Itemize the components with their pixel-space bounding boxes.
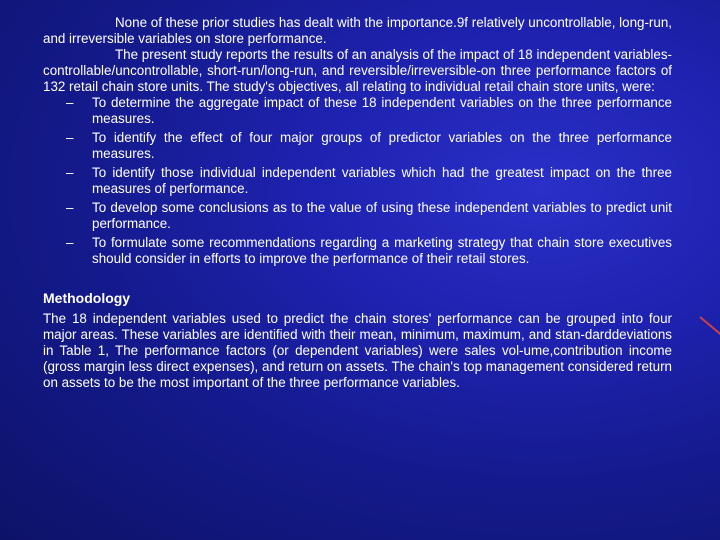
intro-paragraph-2: The present study reports the results of an analysis of the impact of 18 independent variables-controllable/uncontrollable, short-run/long-run, and reversible/irreversible-on three performance factors of 132 retail chain store units. The study's objectives, all relating to individual retail chain store units, were: xyxy=(43,47,672,94)
list-item xyxy=(43,95,672,127)
decorative-streak xyxy=(699,316,720,337)
objectives-list xyxy=(43,95,672,267)
dash-bullet: – xyxy=(66,235,74,250)
intro-paragraph-1: None of these prior studies has dealt with the importance.9f relatively uncontrollable, long-run, and irreversible variables on store performance. xyxy=(43,15,672,46)
dash-bullet: – xyxy=(66,130,74,145)
dash-bullet: – xyxy=(66,165,74,180)
list-item xyxy=(43,235,672,267)
objective-text: To identify the effect of four major groups of predictor variables on the three performance measures. xyxy=(92,130,672,161)
objective-text: To formulate some recommendations regarding a marketing strategy that chain store executives should consider in efforts to improve the performance of their retail stores. xyxy=(92,235,672,266)
dash-bullet: – xyxy=(66,95,74,110)
list-item xyxy=(43,130,672,162)
list-item xyxy=(43,200,672,232)
dash-bullet: – xyxy=(66,200,74,215)
objective-text: To identify those individual independent variables which had the greatest impact on the three measures of performance. xyxy=(92,165,672,196)
methodology-paragraph: The 18 independent variables used to predict the chain stores' performance can be grouped into four major areas. These variables are identified with their mean, minimum, maximum, and stan-darddeviations in Table 1, The performance factors (or dependent variables) were sales vol-ume,contribution income (gross margin less direct expenses), and return on assets. The chain's top management considered return on assets to be the most important of the three performance variables. xyxy=(43,311,672,390)
objective-text: To develop some conclusions as to the value of using these independent variables to predict unit performance. xyxy=(92,200,672,231)
list-item xyxy=(43,165,672,197)
objective-text: To determine the aggregate impact of these 18 independent variables on the three performance measures. xyxy=(92,95,672,126)
methodology-heading: Methodology xyxy=(43,290,131,306)
slide-content xyxy=(43,15,672,391)
